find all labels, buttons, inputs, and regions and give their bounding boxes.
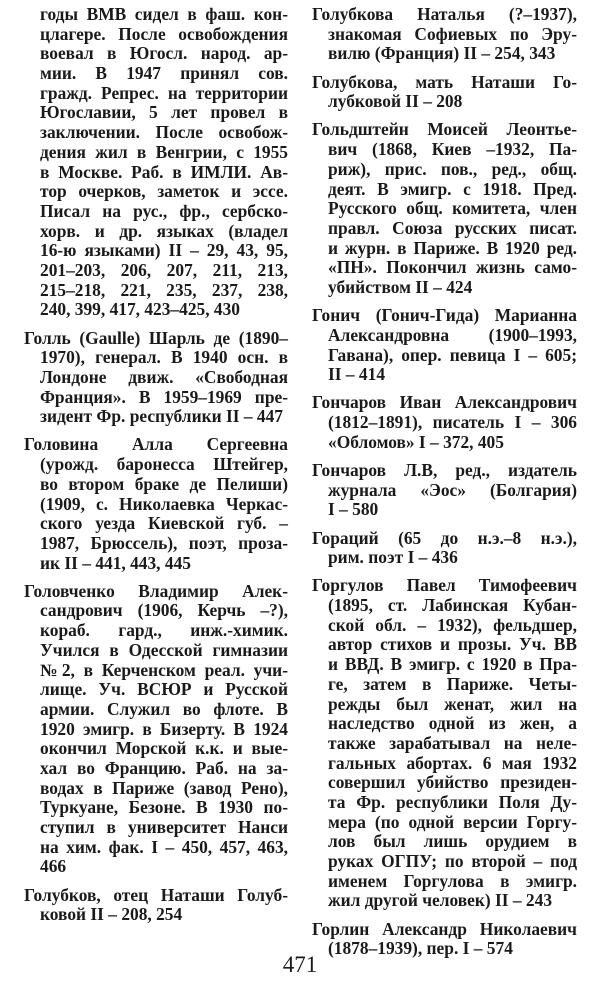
entry-text-line: Александровна (1900–1993, [328, 324, 577, 345]
entry-text-line: и ВВД. В эмигр. с 1920 в Пра- [328, 654, 577, 675]
entry-text-line: 1987, Брюссель), поэт, проза- [40, 532, 288, 553]
entry-text-line: 1970), генерал. В 1940 осн. в [40, 347, 288, 368]
entry-text-line: во втором браке де Пелиши) [40, 473, 288, 494]
entry-text-line: ского уезда Киевской губ. – [40, 513, 288, 534]
entry-heading-line: Голль (Gaulle) Шарль де (1890– [24, 327, 288, 348]
entry-text-line: кораб. гард., инж.-химик. [40, 620, 288, 641]
entry-heading-line: Горгулов Павел Тимофеевич [312, 575, 577, 596]
entry-text-line: мии. В 1947 принял сов. [40, 63, 288, 84]
index-entry [312, 73, 577, 112]
entry-heading-line: Гольдштейн Моисей Леонтье- [312, 119, 577, 140]
entry-text-line: на хим. фак. I – 450, 457, 463, [40, 836, 288, 857]
entry-heading-line: Головченко Владимир Алек- [24, 580, 288, 601]
entry-text-line: (1895, ст. Лабинская Кубан- [328, 595, 577, 616]
entry-text-line: «ПН». Покончил жизнь само- [328, 257, 577, 278]
entry-text-line: Туркуане, Безоне. В 1930 по- [40, 797, 288, 818]
entry-text-line: жил другой человек) II – 243 [328, 890, 553, 911]
entry-text-line: тор очерков, заметок и эссе. [40, 181, 288, 202]
entry-heading-line: Гончаров Л.В, ред., издатель [312, 459, 577, 480]
entry-text-line: дения жил в Венгрии, с 1955 [40, 141, 288, 162]
entry-text-line: сандрович (1906, Керчь –?), [40, 600, 288, 621]
entry-text-line: 215–218, 221, 235, 237, 238, [40, 279, 288, 300]
entry-text-line: гальных абортах. 6 мая 1932 [328, 752, 577, 773]
entry-text-line: та Фр. республики Поля Ду- [328, 791, 577, 812]
entry-text-line: II – 414 [328, 364, 386, 385]
entry-text-line: вилю (Франция) II – 254, 343 [328, 43, 556, 64]
entry-text-line: I – 580 [328, 499, 379, 520]
entry-text-line: гражд. Репрес. на территории [40, 82, 288, 103]
entry-text-line: цлагере. После освобождения [40, 23, 288, 44]
entry-text-line: «Обломов» I – 372, 405 [328, 431, 504, 452]
index-entry [24, 435, 288, 573]
entry-text-line: в Москве. Раб. в ИМЛИ. Ав- [40, 161, 288, 182]
index-entry [312, 120, 577, 297]
entry-text-line: Франция». В 1959–1969 пре- [40, 386, 288, 407]
entry-text-line: ской обл. – 1932), фельдшер, [328, 614, 577, 635]
entry-text-line: Югославии, 5 лет провел в [40, 102, 288, 123]
entry-text-line: 201–203, 206, 207, 211, 213, [40, 259, 288, 280]
index-entry [312, 393, 577, 452]
entry-text-line: и журн. в Париже. В 1920 ред. [328, 237, 577, 258]
index-entry-continued [24, 5, 288, 320]
entry-text-line: лов был лишь орудием в [328, 831, 577, 852]
index-entry [24, 582, 288, 877]
entry-text-line: автор стихов и прозы. Уч. ВВ [328, 634, 577, 655]
entry-text-line: 16-ю языками) II – 29, 43, 95, [40, 240, 288, 261]
entry-heading-line: Гораций (65 до н.э.–8 н.э.), [312, 527, 577, 548]
entry-text-line: рим. поэт I – 436 [328, 547, 458, 568]
entry-text-line: №2, в Керченском реал. учи- [40, 659, 288, 680]
entry-text-line: вич (1868, Киев –1932, Па- [328, 139, 577, 160]
entry-heading-line: Голубков, отец Наташи Голуб- [24, 884, 288, 905]
index-entry [312, 306, 577, 385]
entry-text-line: правл. Союза русских писат. [328, 217, 577, 238]
index-entry [24, 886, 288, 925]
entry-heading-line: Горлин Александр Николаевич [312, 918, 577, 939]
index-entry [312, 5, 577, 64]
entry-text-line: (1909, с. Николаевка Черкас- [40, 493, 288, 514]
index-entry [312, 461, 577, 520]
entry-text-line: лубковой II – 208 [328, 91, 463, 112]
entry-text-line: хорв. и др. языках (владел [40, 220, 288, 241]
entry-text-line: убийством II – 424 [328, 276, 473, 297]
entry-text-line: Русского общ. комитета, член [328, 198, 577, 219]
entry-text-line: Учился в Одесской гимназии [40, 639, 288, 660]
page-number: 471 [282, 952, 318, 977]
entry-text-line: Лондоне движ. «Свободная [40, 366, 288, 387]
entry-text-line: (1812–1891), писатель I – 306 [328, 412, 577, 433]
entry-text-line: Писал на рус., фр., сербско- [40, 200, 288, 221]
entry-text-line: ик II – 441, 443, 445 [40, 552, 191, 573]
left-index-column [24, 5, 288, 933]
entry-text-line: журнала «Эос» (Болгария) [328, 479, 577, 500]
entry-text-line: ге, затем в Париже. Четы- [328, 673, 577, 694]
entry-text-line: мера (по одной версии Горгу- [328, 811, 577, 832]
entry-text-line: знакомая Софиевых по Эру- [328, 23, 577, 44]
entry-text-line: совершил убийство президен- [328, 772, 577, 793]
entry-text-line: 466 [40, 856, 67, 877]
right-index-column [312, 5, 577, 967]
index-entry [312, 576, 577, 911]
entry-text-line: (урожд. баронесса Штейгер, [40, 454, 288, 475]
entry-text-line: зидент Фр. республики II – 447 [40, 406, 283, 427]
index-entry [312, 529, 577, 568]
entry-text-line: воевал в Югосл. народ. ар- [40, 43, 288, 64]
entry-heading-line: Гонич (Гонич-Гида) Марианна [312, 305, 577, 326]
entry-text-line: лище. Уч. ВСЮР и Русской [40, 679, 288, 700]
entry-text-line: (1878–1939), пер. I – 574 [328, 938, 513, 959]
entry-text-line: режды был женат, жил на [328, 693, 577, 714]
entry-text-line: ковой II – 208, 254 [40, 904, 183, 925]
entry-text-line: Гавана), опер. певица I – 605; [328, 344, 577, 365]
entry-heading-line: Гончаров Иван Александрович [312, 392, 577, 413]
index-entry [24, 329, 288, 427]
entry-text-line: наследство одной из жен, а [328, 713, 577, 734]
entry-text-line: окончил Морской к.к. и вые- [40, 738, 288, 759]
entry-text-line: хал во Францию. Раб. на за- [40, 757, 288, 778]
entry-text-line: водах в Париже (завод Рено), [40, 777, 288, 798]
entry-text-line: именем Горгулова в эмигр. [328, 870, 577, 891]
entry-text-line: руках ОГПУ; по второй – под [328, 851, 577, 871]
entry-text-line: 240, 399, 417, 423–425, 430 [40, 299, 240, 320]
entry-heading-line: Голубкова Наталья (?–1937), [312, 4, 577, 24]
entry-heading-line: Головина Алла Сергеевна [24, 434, 288, 455]
entry-text-line: деят. В эмигр. с 1918. Пред. [328, 178, 577, 199]
entry-heading-line: Голубкова, мать Наташи Го- [312, 71, 577, 92]
entry-text-line: годы ВМВ сидел в фаш. кон- [40, 4, 288, 24]
entry-text-line: риж), прис. пов., ред., общ. [328, 158, 577, 179]
entry-text-line: ступил в университет Нанси [40, 817, 288, 837]
entry-text-line: армии. Служил во флоте. В [40, 698, 288, 719]
entry-text-line: 1920 эмигр. в Бизерту. В 1924 [40, 718, 288, 739]
entry-text-line: также зарабатывал на неле- [328, 732, 577, 753]
entry-text-line: заключении. После освобож- [40, 122, 288, 143]
